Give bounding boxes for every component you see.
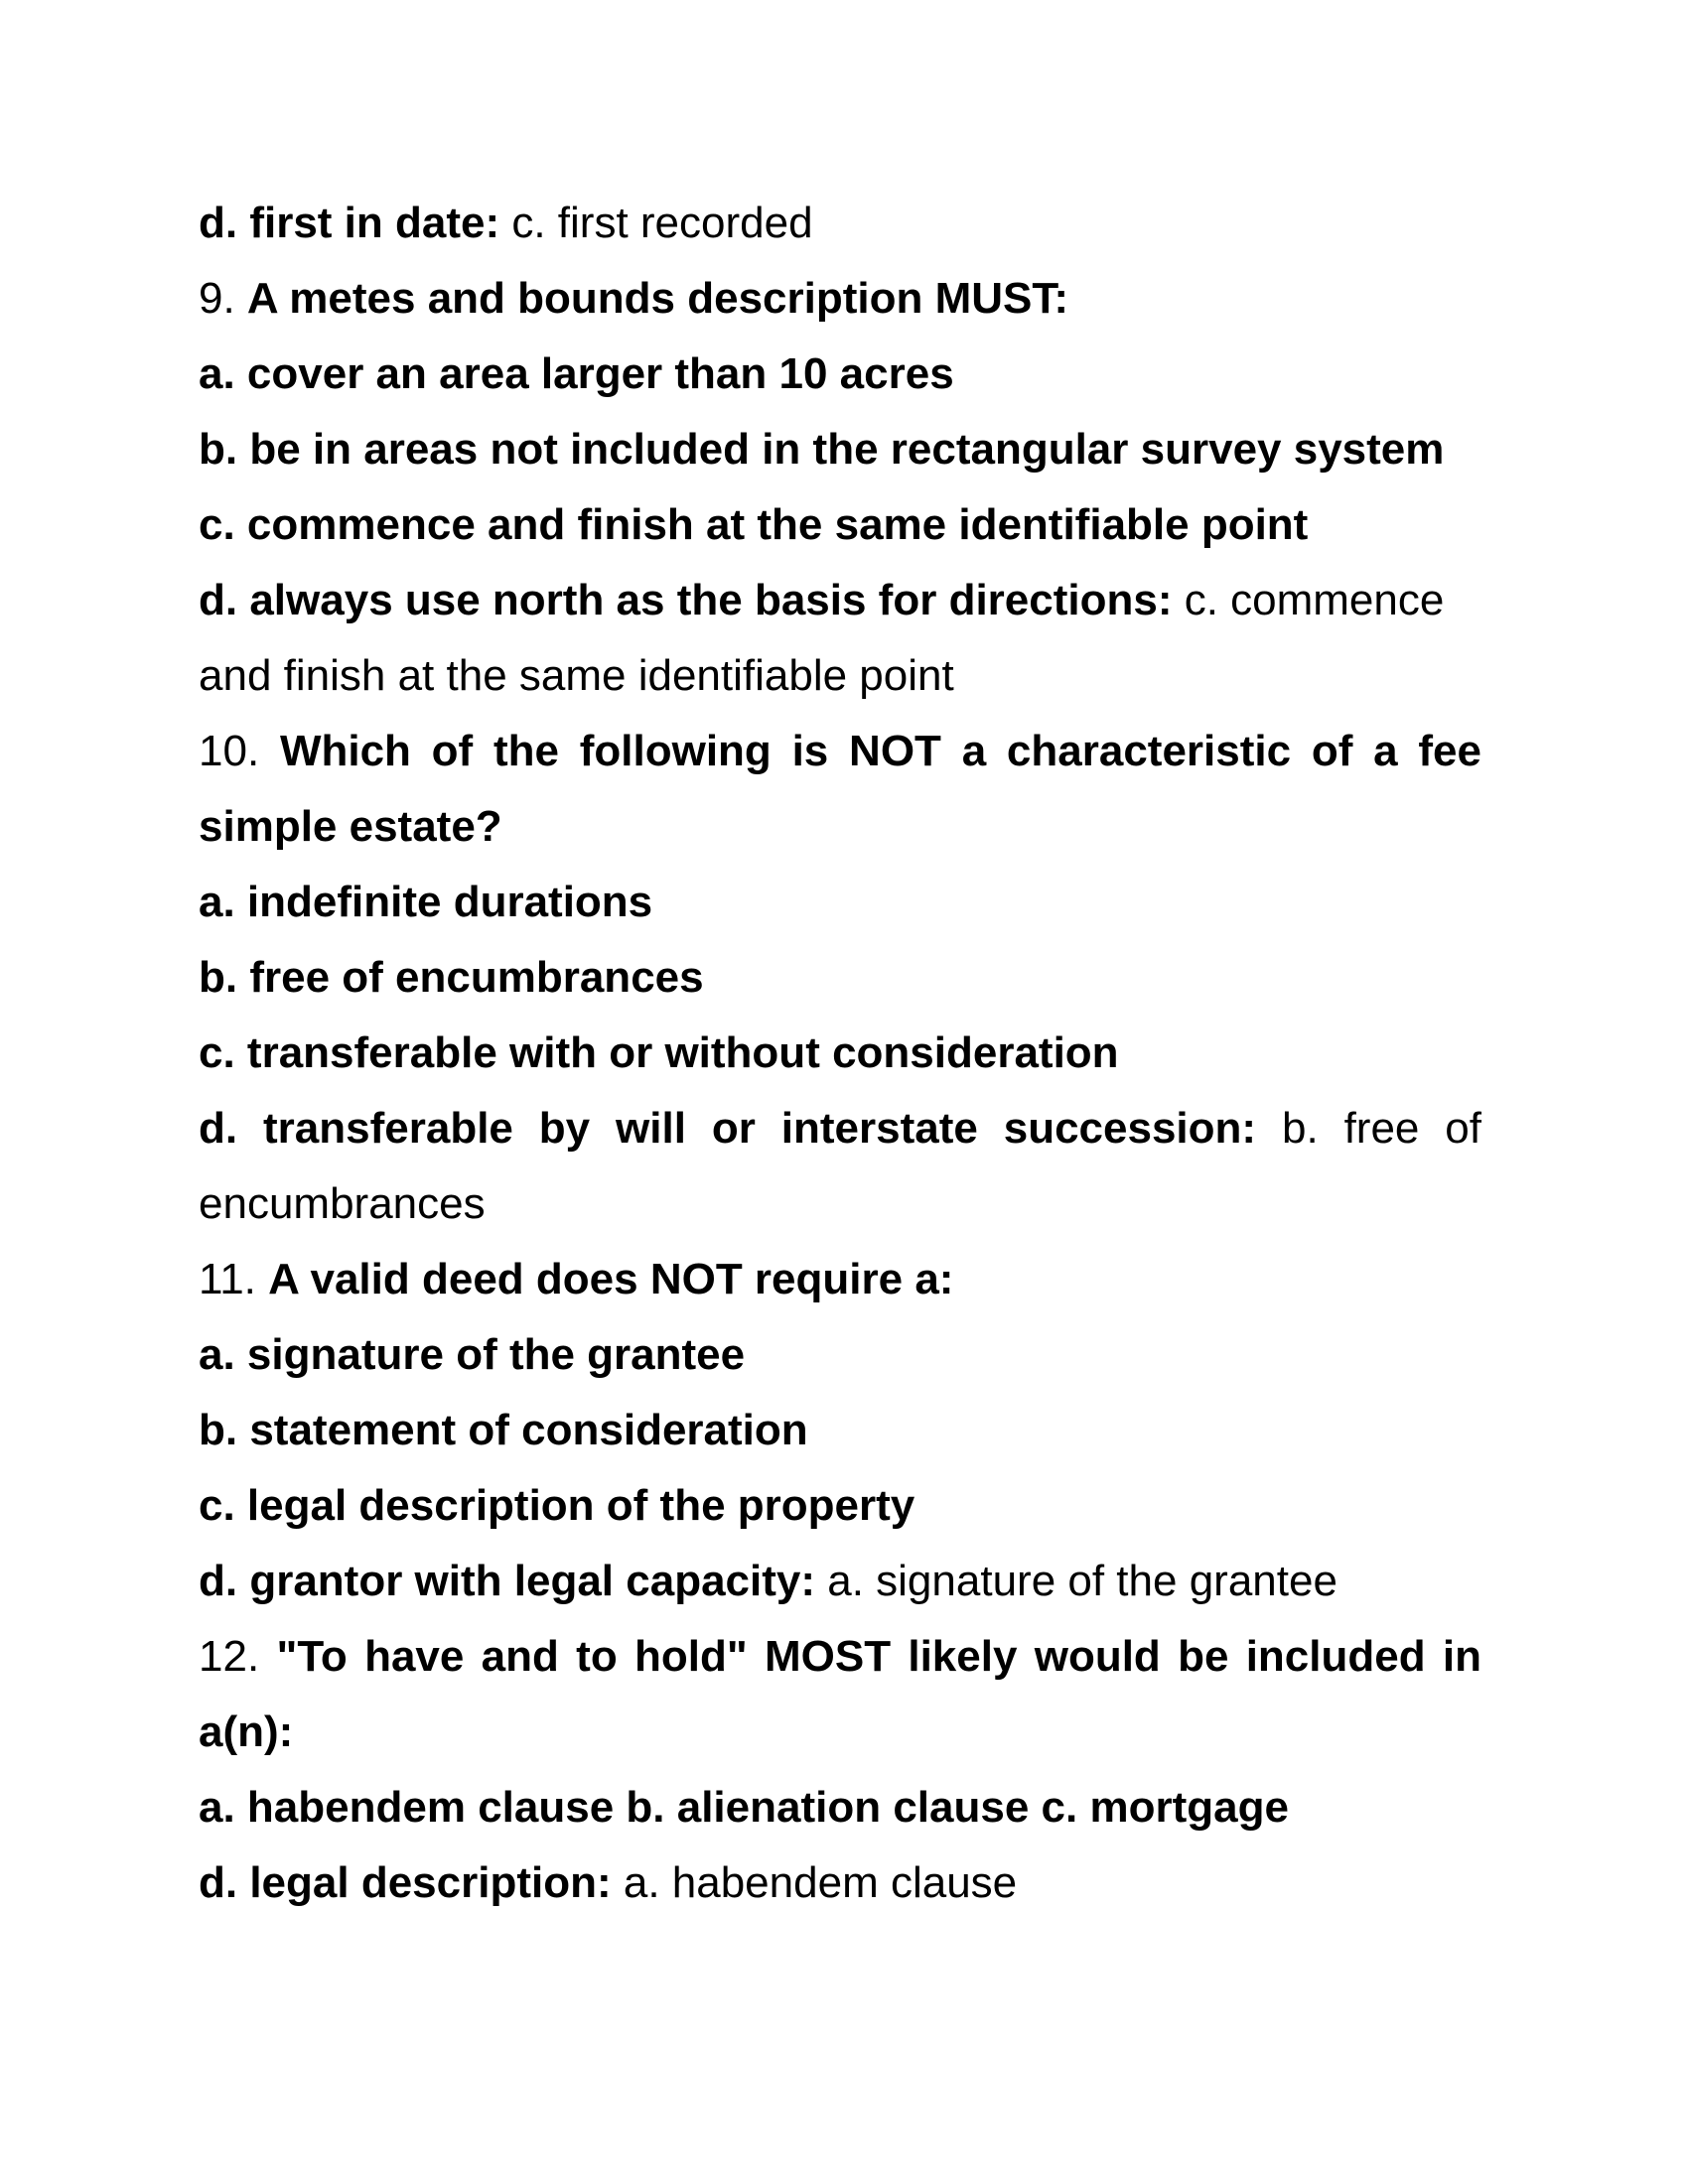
question-11 (199, 1253, 1481, 1306)
answer-text: a. habendem clause (611, 1858, 1018, 1907)
option-text: b. be in areas not included in the rectangular survey system (199, 425, 1445, 474)
answer-text: and finish at the same identifiable point (199, 651, 954, 700)
question-number: 11. (199, 1255, 269, 1303)
question-12 (199, 1630, 1481, 1684)
option-a (199, 876, 1481, 929)
option-c (199, 1026, 1481, 1080)
option-c (199, 498, 1481, 552)
question-text: Which of the following is NOT a characteristic of a fee (279, 727, 1481, 775)
answer-continuation (199, 1177, 1481, 1231)
option-b (199, 423, 1481, 477)
option-d-with-answer (199, 1555, 1481, 1608)
option-d-label: d. first in date: (199, 199, 500, 247)
question-text: A metes and bounds description MUST: (246, 274, 1069, 323)
option-text: d. always use north as the basis for directions: (199, 576, 1173, 624)
option-a (199, 1328, 1481, 1382)
question-text: "To have and to hold" MOST likely would be included in (276, 1632, 1481, 1681)
answer-text: a. signature of the grantee (815, 1557, 1337, 1605)
option-text: a. cover an area larger than 10 acres (199, 349, 954, 398)
question-9 (199, 272, 1481, 326)
option-text: d. grantor with legal capacity: (199, 1557, 816, 1605)
answer-text: c. commence (1172, 576, 1445, 624)
question-10-continuation (199, 800, 1481, 854)
option-b (199, 1404, 1481, 1457)
option-text: c. transferable with or without consideration (199, 1028, 1119, 1077)
option-text: a. habendem clause b. alienation clause c. mortgage (199, 1783, 1289, 1832)
option-d-with-answer (199, 1856, 1481, 1910)
option-text: a. signature of the grantee (199, 1330, 746, 1379)
answer-continuation (199, 649, 1481, 703)
question-text: a(n): (199, 1707, 294, 1756)
question-10 (199, 725, 1481, 778)
question-number: 12. (199, 1632, 277, 1681)
question-12-continuation (199, 1706, 1481, 1759)
option-d-with-answer (199, 574, 1481, 627)
answer-text: b. free of (1256, 1104, 1481, 1153)
question-number: 9. (199, 274, 247, 323)
option-text: b. free of encumbrances (199, 953, 704, 1002)
answer-text: encumbrances (199, 1179, 486, 1228)
option-a (199, 347, 1481, 401)
option-text: d. transferable by will or interstate succession: (199, 1104, 1257, 1153)
question-text: simple estate? (199, 802, 502, 851)
options-a-b-c (199, 1781, 1481, 1835)
question-text: A valid deed does NOT require a: (268, 1255, 954, 1303)
question-number: 10. (199, 727, 280, 775)
answer-line-q8 (199, 197, 1481, 250)
option-text: d. legal description: (199, 1858, 612, 1907)
option-text: c. legal description of the property (199, 1481, 915, 1530)
answer-text: c. first recorded (499, 199, 813, 247)
option-b (199, 951, 1481, 1005)
option-text: b. statement of consideration (199, 1406, 808, 1454)
option-text: c. commence and finish at the same identifiable point (199, 500, 1309, 549)
option-text: a. indefinite durations (199, 878, 653, 926)
option-c (199, 1479, 1481, 1533)
option-d-with-answer (199, 1102, 1481, 1156)
